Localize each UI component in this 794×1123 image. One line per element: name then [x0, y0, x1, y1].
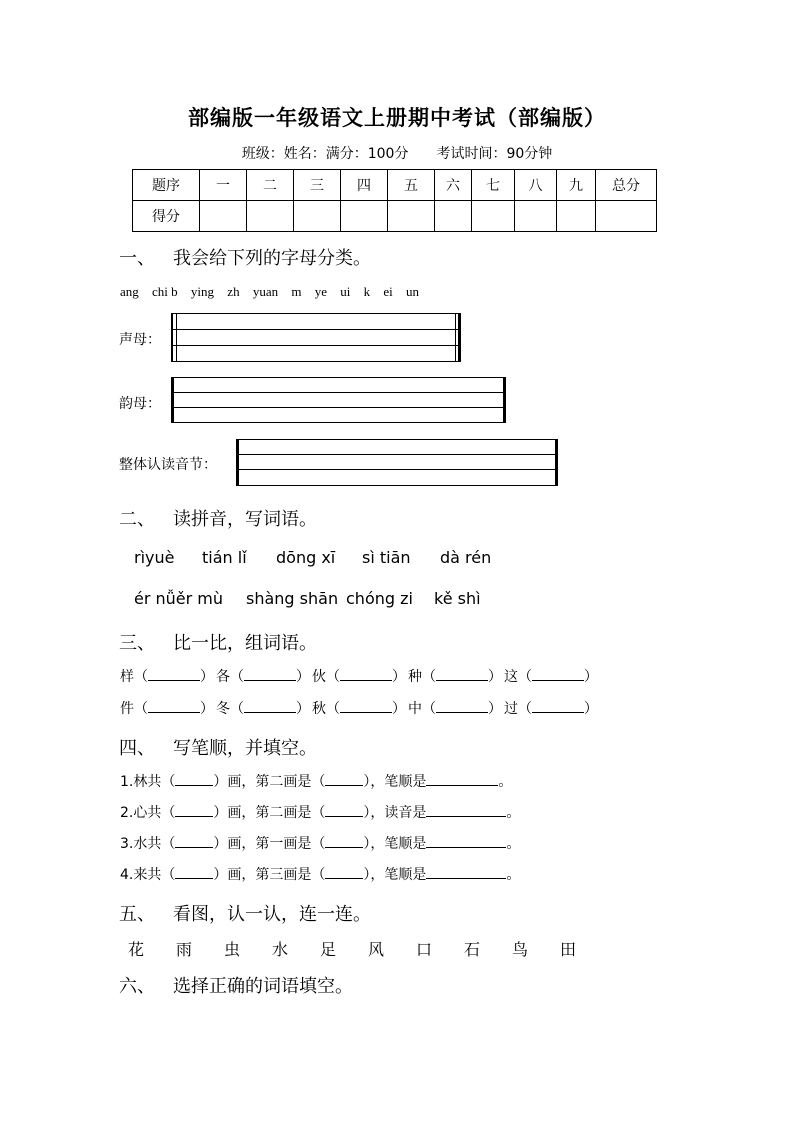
staff-bar [176, 313, 177, 362]
letter-item: ang [120, 284, 139, 299]
answer-blank[interactable] [244, 700, 296, 713]
section-4-heading [119, 734, 317, 760]
match-char[interactable]: 足 [320, 940, 337, 959]
question-text: 2.心共（ [120, 805, 176, 821]
compare-item [120, 666, 216, 686]
zhengti-label: 整体认读音节： [119, 457, 217, 473]
paren: ） [392, 701, 406, 717]
section-2-heading [119, 505, 317, 531]
score-cell: 七 [472, 170, 515, 201]
paren: （ [134, 701, 148, 717]
paren: ） [488, 669, 502, 685]
letter-item: ei [383, 284, 393, 299]
section-1-heading [119, 244, 371, 270]
answer-blank[interactable] [325, 835, 363, 848]
section-3-heading [119, 629, 317, 655]
match-char[interactable]: 水 [272, 940, 289, 959]
answer-blank[interactable] [148, 668, 200, 681]
score-input-cell[interactable] [294, 201, 341, 232]
compare-item [312, 666, 408, 686]
stroke-question [120, 833, 520, 853]
section-6-heading [119, 972, 353, 998]
section-title: 读拼音，写词语。 [173, 509, 317, 530]
page-title: 部编版一年级语文上册期中考试（部编版） [188, 106, 606, 130]
compare-row-2 [120, 698, 600, 718]
stroke-question [120, 771, 512, 791]
answer-blank[interactable] [175, 866, 213, 879]
compare-char: 过 [504, 701, 518, 717]
match-char[interactable]: 石 [464, 940, 481, 959]
compare-item [216, 666, 312, 686]
match-char[interactable]: 雨 [176, 940, 193, 959]
score-table-score-row [133, 201, 657, 232]
question-text: ）画，第二画是（ [213, 805, 326, 821]
question-text: ）画，第一画是（ [213, 836, 326, 852]
score-table [132, 169, 657, 232]
letter-item: chi b [152, 284, 178, 299]
letter-item: ye [314, 284, 328, 299]
match-char[interactable]: 鸟 [512, 940, 529, 959]
compare-item [120, 698, 216, 718]
compare-item [504, 698, 600, 718]
letter-item: ying [190, 284, 215, 299]
staff-line [172, 392, 505, 393]
paren: （ [518, 701, 532, 717]
pinyin-word: tián lǐ [202, 548, 247, 567]
stroke-question [120, 864, 520, 884]
score-input-cell[interactable] [247, 201, 294, 232]
letter-item: k [363, 284, 371, 299]
answer-blank[interactable] [436, 700, 488, 713]
paren: （ [326, 669, 340, 685]
question-text: 。 [506, 836, 521, 852]
staff-line [172, 329, 460, 330]
answer-blank[interactable] [436, 668, 488, 681]
paren: ） [584, 669, 598, 685]
answer-blank[interactable] [175, 835, 213, 848]
paren: （ [326, 701, 340, 717]
pinyin-row-1 [134, 548, 491, 567]
staff-bar [171, 377, 174, 423]
compare-char: 种 [408, 669, 422, 685]
staff-bar [171, 313, 173, 362]
score-input-cell[interactable] [388, 201, 435, 232]
letter-item: zh [227, 284, 240, 299]
staff-bar [555, 439, 558, 486]
compare-char: 伙 [312, 669, 326, 685]
pinyin-word: rìyuè [134, 548, 175, 567]
letter-item: m [291, 284, 302, 299]
compare-item [504, 666, 600, 686]
question-text: 1.林共（ [120, 774, 176, 790]
score-cell: 二 [247, 170, 294, 201]
shengmu-writing-staff[interactable] [172, 313, 460, 362]
question-text: 4.来共（ [120, 867, 176, 883]
compare-char: 中 [408, 701, 422, 717]
compare-item [216, 698, 312, 718]
paren: （ [518, 669, 532, 685]
score-cell: 九 [557, 170, 596, 201]
match-char[interactable]: 田 [560, 940, 577, 959]
paren: （ [134, 669, 148, 685]
question-text: ），笔顺是 [363, 867, 427, 883]
score-table-header-row [133, 170, 657, 201]
score-row-label: 得分 [133, 201, 200, 232]
score-cell: 一 [200, 170, 247, 201]
question-text: ）画，第三画是（ [213, 867, 326, 883]
compare-row-1 [120, 666, 600, 686]
section-5-heading [119, 900, 371, 926]
exam-info: 班级：姓名：满分：100分 考试时间：90分钟 [241, 146, 553, 162]
pinyin-word: sì tiān [362, 548, 411, 567]
section-title: 我会给下列的字母分类。 [173, 248, 371, 269]
question-text: ），笔顺是 [363, 774, 427, 790]
shengmu-label: 声母： [119, 332, 161, 348]
section-title: 选择正确的词语填空。 [173, 976, 353, 997]
score-cell: 八 [515, 170, 557, 201]
question-text: 。 [498, 774, 513, 790]
question-text: 3.水共（ [120, 836, 176, 852]
section-number: 二、 [119, 509, 155, 530]
letter-item: ui [340, 284, 351, 299]
match-char[interactable]: 口 [416, 940, 433, 959]
match-char[interactable]: 花 [128, 940, 145, 959]
pinyin-word: dà rén [440, 548, 492, 567]
paren: ） [296, 701, 310, 717]
paren: （ [230, 701, 244, 717]
staff-line [237, 469, 557, 470]
section-title: 看图，认一认，连一连。 [173, 904, 371, 925]
paren: （ [422, 669, 436, 685]
compare-char: 这 [504, 669, 518, 685]
question-text: 。 [506, 867, 521, 883]
answer-blank[interactable] [426, 804, 506, 817]
paren: ） [488, 701, 502, 717]
answer-blank[interactable] [244, 668, 296, 681]
pinyin-row-2 [134, 589, 481, 608]
pinyin-word: chóng zi [346, 589, 413, 608]
pinyin-word: dōng xī [276, 548, 336, 567]
score-cell: 六 [435, 170, 472, 201]
compare-char: 秋 [312, 701, 326, 717]
paren: （ [422, 701, 436, 717]
answer-blank[interactable] [175, 773, 213, 786]
pinyin-word: shàng shān [246, 589, 339, 608]
match-char[interactable]: 风 [368, 940, 385, 959]
question-text: 。 [506, 805, 521, 821]
score-input-cell[interactable] [557, 201, 596, 232]
match-char-row [128, 937, 608, 960]
answer-blank[interactable] [426, 835, 506, 848]
paren: ） [200, 669, 214, 685]
question-text: ），读音是 [363, 805, 427, 821]
section-number: 三、 [119, 633, 155, 654]
letter-item: un [406, 284, 420, 299]
answer-blank[interactable] [340, 700, 392, 713]
compare-char: 冬 [216, 701, 230, 717]
stroke-question [120, 802, 520, 822]
section-title: 写笔顺，并填空。 [173, 738, 317, 759]
score-input-cell[interactable] [596, 201, 657, 232]
section-title: 比一比，组词语。 [173, 633, 317, 654]
zhengti-writing-staff[interactable] [237, 439, 557, 486]
yunmu-writing-staff[interactable] [172, 377, 505, 423]
score-cell: 三 [294, 170, 341, 201]
pinyin-word: ér nǚěr mù [134, 589, 224, 608]
match-char[interactable]: 虫 [224, 940, 241, 959]
staff-bar [236, 439, 239, 486]
staff-line [172, 407, 505, 408]
score-cell: 题序 [133, 170, 200, 201]
answer-blank[interactable] [175, 804, 213, 817]
question-text: ）画，第二画是（ [213, 774, 326, 790]
section-number: 六、 [119, 976, 155, 997]
score-cell: 四 [341, 170, 388, 201]
compare-char: 各 [216, 669, 230, 685]
score-input-cell[interactable] [200, 201, 247, 232]
score-cell: 总分 [596, 170, 657, 201]
compare-item [408, 666, 504, 686]
paren: ） [392, 669, 406, 685]
section-number: 五、 [119, 904, 155, 925]
letter-list [120, 284, 429, 300]
pinyin-word: kě shì [434, 589, 481, 608]
answer-blank[interactable] [532, 700, 584, 713]
staff-bar [458, 313, 461, 362]
score-input-cell[interactable] [472, 201, 515, 232]
compare-char: 样 [120, 669, 134, 685]
staff-line [172, 345, 460, 346]
score-input-cell[interactable] [341, 201, 388, 232]
answer-blank[interactable] [325, 773, 363, 786]
section-number: 一、 [119, 248, 155, 269]
answer-blank[interactable] [426, 773, 498, 786]
compare-char: 件 [120, 701, 134, 717]
question-text: ），笔顺是 [363, 836, 427, 852]
answer-blank[interactable] [426, 866, 506, 879]
staff-bar [503, 377, 506, 423]
score-cell: 五 [388, 170, 435, 201]
paren: （ [230, 669, 244, 685]
compare-item [408, 698, 504, 718]
answer-blank[interactable] [340, 668, 392, 681]
compare-item [312, 698, 408, 718]
staff-bar [455, 313, 456, 362]
section-number: 四、 [119, 738, 155, 759]
answer-blank[interactable] [532, 668, 584, 681]
letter-item: yuan [252, 284, 279, 299]
answer-blank[interactable] [148, 700, 200, 713]
staff-line [237, 454, 557, 455]
yunmu-label: 韵母： [119, 396, 161, 412]
paren: ） [200, 701, 214, 717]
score-input-cell[interactable] [435, 201, 472, 232]
paren: ） [296, 669, 310, 685]
score-input-cell[interactable] [515, 201, 557, 232]
paren: ） [584, 701, 598, 717]
answer-blank[interactable] [325, 866, 363, 879]
answer-blank[interactable] [325, 804, 363, 817]
